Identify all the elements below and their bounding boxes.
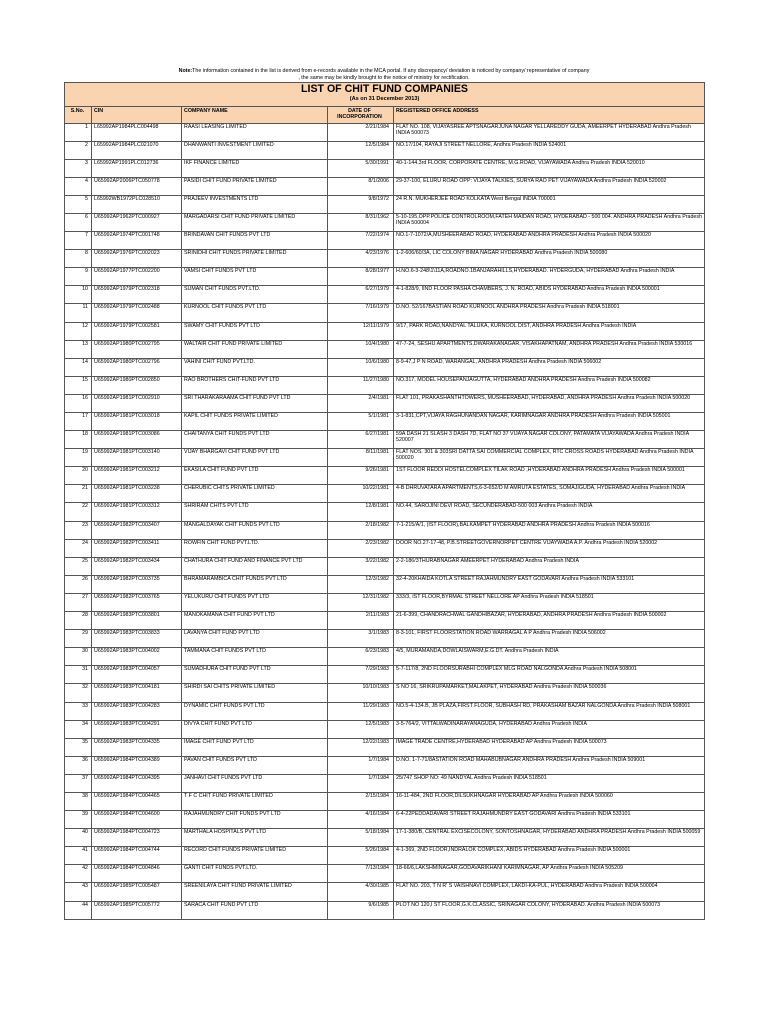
cell-company-name: DIVYA CHIT FUND PVT LTD (182, 720, 328, 738)
cell-sno: 21 (65, 485, 92, 503)
table-row (65, 177, 705, 195)
table-row (65, 376, 705, 394)
cell-cin: U65992AP1984PTC004723 (92, 829, 182, 847)
cell-date: 9/26/1981 (328, 467, 394, 485)
cell-cin: U65992AP1985PTC005772 (92, 901, 182, 919)
cell-date: 3/22/1982 (328, 557, 394, 575)
cell-date: 8/1/2006 (328, 177, 394, 195)
cell-cin: U65992AP1982PTC003411 (92, 539, 182, 557)
cell-cin: U65992AP1983PTC003801 (92, 612, 182, 630)
cell-sno: 1 (65, 123, 92, 141)
cell-address: 1ST FLOOR REDDI HOSTELCOMPLEX TILAK ROAD ,HYDERABAD ANDHRA PRADESH Andhra Pradesh INDIA 500001 (394, 467, 705, 485)
cell-cin: U65992AP1982PTC003765 (92, 593, 182, 611)
cell-address: 18-66/6,LAKSHMINAGAR,GODAVARIKHANI KARIMNAGAR, AP Andhra Pradesh INDIA 505209 (394, 865, 705, 883)
header-cin: CIN (92, 106, 182, 123)
table-row (65, 394, 705, 412)
cell-cin: U65992AP1979PTC002488 (92, 304, 182, 322)
cell-cin: U65992AP1981PTC003212 (92, 467, 182, 485)
cell-date: 9/6/1985 (328, 901, 394, 919)
table-body (65, 123, 705, 919)
cell-date: 12/5/1984 (328, 141, 394, 159)
cell-date: 4/23/1976 (328, 250, 394, 268)
cell-sno: 27 (65, 593, 92, 611)
cell-sno: 23 (65, 521, 92, 539)
cell-cin: U65992AP1980PTC002795 (92, 340, 182, 358)
cell-address: 17-1-380/B, CENTRAL EXCISECOLONY, SONTOSHNAGAR, HYDERABAD ANDHRA PRADESH Andhra Pradesh INDIA 500059 (394, 829, 705, 847)
cell-sno: 19 (65, 449, 92, 467)
cell-date: 8/31/1962 (328, 213, 394, 231)
cell-address: 6-4-22PEDDADAVARI STREET RAJAHMUNDRY EAST GODAVARI Andhra Pradesh INDIA 533101 (394, 811, 705, 829)
cell-cin: U65992AP1982PTC003735 (92, 575, 182, 593)
cell-date: 9/8/1972 (328, 195, 394, 213)
cell-sno: 36 (65, 756, 92, 774)
cell-company-name: SWAMY CHIT FUNDS PVT LTD (182, 322, 328, 340)
cell-cin: U65992AP1981PTC003238 (92, 485, 182, 503)
title-cell (65, 83, 705, 107)
table-row (65, 774, 705, 792)
cell-address: NO.317, MODEL HOUSEPANJAGUTTA, HYDERABAD ANDHRA PRADESH Andhra Pradesh INDIA 500082 (394, 376, 705, 394)
cell-address: S NO 16, SRIKRUPAMARKET,MALAKPET, HYDERABAD Andhra Pradesh INDIA 500036 (394, 684, 705, 702)
chit-fund-table-container (64, 82, 704, 920)
cell-company-name: DYNAMIC CHIT FUNDS PVT LTD (182, 702, 328, 720)
table-row (65, 883, 705, 901)
cell-company-name: CHATHURA CHIT FUND AND FINANCE PVT LTD (182, 557, 328, 575)
table-row (65, 702, 705, 720)
cell-date: 12/11/1979 (328, 322, 394, 340)
cell-date: 7/22/1974 (328, 232, 394, 250)
cell-address: NO.44, SAROJINI DEVI ROAD, SECUNDERABAD-500 003 Andhra Pradesh INDIA (394, 503, 705, 521)
cell-date: 7/13/1984 (328, 865, 394, 883)
table-row (65, 792, 705, 810)
cell-date: 2/18/1982 (328, 521, 394, 539)
cell-company-name: JANHAVI CHIT FUNDS PVT LTD (182, 774, 328, 792)
cell-sno: 12 (65, 322, 92, 340)
cell-address: 25/747 SHOP NO: 49 NANDYAL Andhra Pradesh INDIA 518501 (394, 774, 705, 792)
cell-company-name: VAMSI CHIT FUNDS PVT LTD (182, 268, 328, 286)
cell-sno: 43 (65, 883, 92, 901)
header-date: DATE OF INCORPORATION (328, 106, 394, 123)
cell-date: 2/15/1984 (328, 792, 394, 810)
cell-company-name: IMAGE CHIT FUND PVT LTD (182, 738, 328, 756)
cell-cin: U65992AP1981PTC003018 (92, 413, 182, 431)
cell-address: D.NO. 52/167BASTIAN ROAD KURNOOL ANDHRA PRADESH Andhra Pradesh INDIA 518001 (394, 304, 705, 322)
cell-sno: 34 (65, 720, 92, 738)
table-row (65, 449, 705, 467)
cell-company-name: SRINIDHI CHIT FUNDS PRIVATE LIMITED (182, 250, 328, 268)
cell-sno: 31 (65, 666, 92, 684)
cell-sno: 28 (65, 612, 92, 630)
cell-sno: 15 (65, 376, 92, 394)
cell-company-name: VIJAY BHARGAVI CHIT FUND PVT LTD (182, 449, 328, 467)
cell-address: 47-7-24, SESHU APARTMENTS,DWARAKANAGAR, VISAKHAPATNAM, ANDHRA PRADESH Andhra Pradesh INDIA 530016 (394, 340, 705, 358)
cell-sno: 26 (65, 575, 92, 593)
cell-cin: U65992AP1983PTC004291 (92, 720, 182, 738)
cell-cin: U65992AP1982PTC003434 (92, 557, 182, 575)
table-row (65, 575, 705, 593)
table-row (65, 304, 705, 322)
cell-company-name: PRAJEEV INVESTMENTS LTD (182, 195, 328, 213)
cell-company-name: VAHINI CHIT FUND PVT.LTD. (182, 358, 328, 376)
table-row (65, 413, 705, 431)
cell-date: 6/27/1979 (328, 286, 394, 304)
cell-address: 8-9-47,J P N ROAD, WARANGAL, ANDHRA PRADESH Andhra Pradesh INDIA 506002 (394, 358, 705, 376)
cell-sno: 16 (65, 394, 92, 412)
cell-address: NO.1-7-1072/A,MUSHEERABAD ROAD, HYDERABAD ANDHRA PRADESH Andhra Pradesh INDIA 500020 (394, 232, 705, 250)
table-row (65, 340, 705, 358)
table-row (65, 141, 705, 159)
cell-company-name: SREENILAYA CHIT FUND PRIVATE LIMITED (182, 883, 328, 901)
cell-sno: 11 (65, 304, 92, 322)
cell-date: 2/23/1982 (328, 539, 394, 557)
cell-company-name: MANOKAMANA CHIT FUND PVT LTD (182, 612, 328, 630)
cell-date: 4/30/1985 (328, 883, 394, 901)
cell-company-name: LAVANYA CHIT FUND PVT LTD (182, 630, 328, 648)
cell-date: 12/3/1982 (328, 575, 394, 593)
cell-company-name: ROWFIN CHIT FUND PVT.LTD. (182, 539, 328, 557)
cell-sno: 4 (65, 177, 92, 195)
cell-cin: U65992AP1981PTC003140 (92, 449, 182, 467)
cell-address: 2-2-186/3THURABNAGAR AMEERPET HYDERABAD Andhra Pradesh INDIA (394, 557, 705, 575)
cell-date: 6/27/1981 (328, 431, 394, 449)
table-row (65, 358, 705, 376)
cell-sno: 35 (65, 738, 92, 756)
cell-date: 5/26/1984 (328, 847, 394, 865)
cell-date: 10/4/1980 (328, 340, 394, 358)
cell-company-name: T F C CHIT FUND PRIVATE LIMITED (182, 792, 328, 810)
cell-company-name: CHAITANYA CHIT FUNDS PVT LTD (182, 431, 328, 449)
cell-company-name: RECORD CHIT FUNDS PRIVATE LIMITED (182, 847, 328, 865)
cell-address: 4-1-828/9, IIND FLOOR PASHA CHAMBERS, J. N. ROAD, ABIDS HYDERABAD Andhra Pradesh INDIA 500001 (394, 286, 705, 304)
table-row (65, 467, 705, 485)
table-row (65, 557, 705, 575)
cell-company-name: PAVAN CHIT FUNDS PVT LTD (182, 756, 328, 774)
cell-address: 40-1-144,3rd FLOOR, CORPORATE CENTRE, M.G.ROAD, VIJAYAWADA Andhra Pradesh INDIA 520010 (394, 159, 705, 177)
cell-date: 11/27/1980 (328, 376, 394, 394)
cell-company-name: KURNOOL CHIT FUNDS PVT LTD (182, 304, 328, 322)
cell-cin: U65992AP1979PTC002318 (92, 286, 182, 304)
cell-address: D.NO. 1-7-71/8ASTATION ROAD MAHABUBNAGAR ANDHRA PRADESH Andhra Pradesh INDIA 509001 (394, 756, 705, 774)
cell-cin: U65992AP1981PTC003312 (92, 503, 182, 521)
cell-sno: 13 (65, 340, 92, 358)
table-row (65, 195, 705, 213)
chit-fund-table (64, 82, 705, 920)
cell-address: 3-5-764/2, VITTALWADINARAYANAGUDA, HYDERABAD Andhra Pradesh INDIA (394, 720, 705, 738)
header-row (65, 106, 705, 123)
cell-cin: U65992AP1983PTC004283 (92, 702, 182, 720)
cell-sno: 9 (65, 268, 92, 286)
cell-company-name: MANGALDAYAK CHIT FUNDS PVT LTD (182, 521, 328, 539)
cell-address: FLAT 101, PRAKASHANTHTOWERS, MUSHEERABAD, HYDERABAD, ANDHRA PRADESH Andhra Pradesh INDIA 500020 (394, 394, 705, 412)
table-row (65, 250, 705, 268)
cell-cin: U65992AP1983PTC003833 (92, 630, 182, 648)
table-row (65, 901, 705, 919)
cell-cin: U65992AP1976PTC002023 (92, 250, 182, 268)
cell-company-name: MARGADARSI CHIT FUND PRIVATE LIMITED (182, 213, 328, 231)
table-row (65, 756, 705, 774)
cell-date: 8/28/1977 (328, 268, 394, 286)
cell-company-name: RAASI LEASING LIMITED (182, 123, 328, 141)
table-row (65, 322, 705, 340)
cell-sno: 10 (65, 286, 92, 304)
cell-cin: U65992AP2006PTC050778 (92, 177, 182, 195)
cell-cin: U65992AP1984PTC004846 (92, 865, 182, 883)
table-row (65, 612, 705, 630)
cell-sno: 18 (65, 431, 92, 449)
cell-address: 9/17, PARK ROAD,NANDYAL TALUKA, KURNOOL DIST, ANDHRA PRADESH Andhra Pradesh INDIA (394, 322, 705, 340)
cell-address: DOOR NO.27-17-48, P.B.STREETGOVERNORPET CENTRE VIJAYWADA A.P. Andhra Pradesh INDIA 520002 (394, 539, 705, 557)
cell-company-name: BRINDAVAN CHIT FUNDS PVT LTD (182, 232, 328, 250)
cell-date: 1/7/1984 (328, 756, 394, 774)
cell-company-name: TAMMANA CHIT FUNDS PVT LTD (182, 648, 328, 666)
cell-date: 12/8/1981 (328, 503, 394, 521)
cell-date: 6/23/1983 (328, 648, 394, 666)
cell-company-name: PASIDI CHIT FUND PRIVATE LIMITED (182, 177, 328, 195)
table-row (65, 593, 705, 611)
cell-address: IMAGE TRADE CENTRE,HYDERABAD HYDERABAD AP Andhra Pradesh INDIA 500073 (394, 738, 705, 756)
cell-cin: U65992AP1984PTC004465 (92, 792, 182, 810)
note-text-2: , the same may be kindly brought to the notice of ministry for rectification. (298, 75, 470, 82)
cell-cin: U65992AP1983PTC004002 (92, 648, 182, 666)
cell-address: 1-2-606/60/3A, LIC COLONY BIMA NAGAR HYDERABAD Andhra Pradesh INDIA 500080 (394, 250, 705, 268)
table-row (65, 811, 705, 829)
cell-company-name: CHERUBIC CHITS PRIVATE LIMITED (182, 485, 328, 503)
cell-sno: 33 (65, 702, 92, 720)
cell-sno: 30 (65, 648, 92, 666)
cell-address: 5-10-195,OPP.POLICE CONTROLROOM,FATEH MAIDAN ROAD, HYDERABAD - 500 004. ANDHRA PRADESH Andhra Pradesh INDIA 500004 (394, 213, 705, 231)
cell-address: 4/5, MURAMANDA,DOWLAISWARM,E.G.DT. Andhra Pradesh INDIA (394, 648, 705, 666)
cell-company-name: SUMAN CHIT FUNDS PVT.LTD. (182, 286, 328, 304)
cell-sno: 32 (65, 684, 92, 702)
table-row (65, 232, 705, 250)
cell-address: 32-4-20KHAIDA KOTLA STREET RAJAHMUNDRY EAST GODAVARI Andhra Pradesh INDIA 533101 (394, 575, 705, 593)
cell-sno: 39 (65, 811, 92, 829)
cell-cin: U65992AP1980PTC002850 (92, 376, 182, 394)
cell-sno: 38 (65, 792, 92, 810)
cell-date: 5/30/1991 (328, 159, 394, 177)
cell-address: NO.5-4-134.B, JB PLAZA,FIRST FLOOR, SUBHASH RD, PRAKASHAM BAZAR NALGONDA Andhra Pradesh INDIA 508001 (394, 702, 705, 720)
cell-cin: U65992AP1982PTC003407 (92, 521, 182, 539)
cell-sno: 8 (65, 250, 92, 268)
cell-company-name: DHANWANTI INVESTMENT LIMITED (182, 141, 328, 159)
cell-address: 59A DASH 21 SLASH 3 DASH 7D, FLAT NO 37 VIJAYA NAGAR COLONY, PATAMATA VIJAYAWADA Andhra Pradesh INDIA 520007 (394, 431, 705, 449)
table-row (65, 503, 705, 521)
cell-sno: 7 (65, 232, 92, 250)
cell-company-name: WALTAIR CHIT FUND PRIVATE LIMITED (182, 340, 328, 358)
cell-date: 8/11/1981 (328, 449, 394, 467)
cell-sno: 5 (65, 195, 92, 213)
cell-sno: 25 (65, 557, 92, 575)
cell-address: 16-11-484, 2ND FLOOR,DILSUKHNAGAR HYDERABAD AP Andhra Pradesh INDIA 500060 (394, 792, 705, 810)
cell-company-name: YELUKURU CHIT FUNDS PVT LTD (182, 593, 328, 611)
cell-company-name: RAO BROTHERS CHIT-FUND PVT LTD (182, 376, 328, 394)
cell-cin: L65992AP1984PLC021070 (92, 141, 182, 159)
cell-company-name: EKASILA CHIT FUND PVT LTD (182, 467, 328, 485)
cell-company-name: GANTI CHIT FUNDS PVT.LTD. (182, 865, 328, 883)
cell-date: 3/1/1983 (328, 630, 394, 648)
cell-address: 8-3-101, FIRST FLOORSTATION ROAD WARRAGAL A P Andhra Pradesh INDIA 506002 (394, 630, 705, 648)
cell-address: FLAT NO. 203, T N R' S VAISHNAVI COMPLEX, LAKDI-KA-PUL, HYDERABAD Andhra Pradesh INDIA 500004 (394, 883, 705, 901)
cell-address: 4-1-369, 2ND FLOOR,INDRALOK COMPLEX, ABIDS HYDERABAD Andhra Pradesh INDIA 500001 (394, 847, 705, 865)
cell-address: FLAT NOS. 301 & 303SRI DATTA SAI COMMERCIAL COMPLEX, RTC CROSS ROADS HYDERABAD Andhra Pradesh INDIA 500020 (394, 449, 705, 467)
cell-date: 5/18/1984 (328, 829, 394, 847)
cell-sno: 22 (65, 503, 92, 521)
cell-address: H.NO.6-3-248\1\11A,ROADNO.1BANJARAHILLS,HYDERABAD. HYDERGUDA, HYDERABAD Andhra Pradesh INDIA (394, 268, 705, 286)
cell-sno: 24 (65, 539, 92, 557)
cell-date: 12/31/1982 (328, 593, 394, 611)
table-row (65, 268, 705, 286)
cell-sno: 37 (65, 774, 92, 792)
page-subtitle: (As on 31 December 2013) (349, 95, 420, 102)
cell-cin: L65992WB1972PLC028510 (92, 195, 182, 213)
table-row (65, 521, 705, 539)
cell-cin: U65992AP1979PTC002581 (92, 322, 182, 340)
cell-address: FLAT NO. 108, VIJAYASREE APTSNAGARJUNA NAGAR YELLAREDDY GUDA, AMEERPET HYDERABAD Andhra Pradesh INDIA 500073 (394, 123, 705, 141)
cell-cin: L65992AP1984PLC004498 (92, 123, 182, 141)
cell-date: 12/5/1983 (328, 720, 394, 738)
table-row (65, 684, 705, 702)
table-row (65, 666, 705, 684)
cell-address: 21-6-399, CHANDRACHWAL GANDHIBAZAR, HYDERABAD, ANDHRA PRADESH Andhra Pradesh INDIA 500002 (394, 612, 705, 630)
note-text: The information contained in the list is derived from e-records available in the MCA portal. If any discrepancy/ deviation is noticed by company/ representative of company (192, 68, 590, 74)
note-label: Note: (178, 68, 193, 74)
header-company-name: COMPANY NAME (182, 106, 328, 123)
cell-date: 2/4/1981 (328, 394, 394, 412)
cell-date: 1/7/1984 (328, 774, 394, 792)
cell-cin: U65992AP1983PTC004181 (92, 684, 182, 702)
cell-address: 7-1-215/A/1, (IST FLOOR),BALKAMPET HYDERABAD ANDHRA PRADESH Andhra Pradesh INDIA 500016 (394, 521, 705, 539)
header-sno: S.No. (65, 106, 92, 123)
cell-date: 4/16/1984 (328, 811, 394, 829)
cell-cin: U65992AP1981PTC003086 (92, 431, 182, 449)
table-row (65, 829, 705, 847)
cell-company-name: SHRIRAM CHITS PVT LTD (182, 503, 328, 521)
cell-cin: U65992AP1981PTC002910 (92, 394, 182, 412)
cell-date: 11/29/1983 (328, 702, 394, 720)
cell-company-name: SHIRDI SAI CHITS PRIVATE LIMITED (182, 684, 328, 702)
cell-address: 3-1-831,CPT,VIJAYA RAGHUNANDAN NAGAR, KARIMNAGAR ANDHRA PRADESH Andhra Pradesh INDIA 505001 (394, 413, 705, 431)
cell-sno: 2 (65, 141, 92, 159)
cell-cin: U65992AP1984PTC004395 (92, 774, 182, 792)
cell-date: 5/1/1981 (328, 413, 394, 431)
cell-sno: 6 (65, 213, 92, 231)
cell-address: 24 R.N. MUKHERJEE ROAD KOLKATA West Bengal INDIA 700001 (394, 195, 705, 213)
cell-company-name: RAJAHMUNDRY CHIT FUNDS PVT LTD (182, 811, 328, 829)
cell-date: 2/11/1983 (328, 612, 394, 630)
cell-company-name: KAPIL CHIT FUNDS PRIVATE LIMITED (182, 413, 328, 431)
table-row (65, 123, 705, 141)
cell-date: 10/10/1983 (328, 684, 394, 702)
table-row (65, 847, 705, 865)
cell-cin: U65992AP1984PTC004389 (92, 756, 182, 774)
table-row (65, 738, 705, 756)
table-row (65, 213, 705, 231)
table-row (65, 431, 705, 449)
cell-cin: U65992AP1984PTC004600 (92, 811, 182, 829)
table-row (65, 286, 705, 304)
cell-sno: 42 (65, 865, 92, 883)
cell-cin: U65992AP1983PTC004335 (92, 738, 182, 756)
cell-company-name: SRI THARAKARAAMA CHIT FUND PVT LTD (182, 394, 328, 412)
title-row (65, 83, 705, 107)
cell-date: 7/16/1979 (328, 304, 394, 322)
cell-company-name: IKF FINANCE LIMITED (182, 159, 328, 177)
cell-address: 4-B DHRUVATARA APARTMENTS,6-3-652/D M AMRUTA ESTATES, SOMAJIGUDA, HYDERABAD Andhra Pradesh INDIA (394, 485, 705, 503)
cell-sno: 17 (65, 413, 92, 431)
table-row (65, 630, 705, 648)
table-row (65, 159, 705, 177)
cell-cin: U65992AP1974PTC001748 (92, 232, 182, 250)
table-row (65, 485, 705, 503)
table-row (65, 648, 705, 666)
cell-address: PLOT NO 120,I ST FLOOR,G.K.CLASSIC, SRINAGAR COLONY, HYDERABAD. Andhra Pradesh INDIA 500073 (394, 901, 705, 919)
cell-address: 333/3, IST FLOOR,BYRMAL STREET NELLORE AP Andhra Pradesh INDIA 518501 (394, 593, 705, 611)
cell-cin: U65992AP1983PTC004057 (92, 666, 182, 684)
cell-cin: U65992AP1980PTC002796 (92, 358, 182, 376)
cell-address: 5-7-117/8, 2ND FLOORSURABHI COMPLEX MLG ROAD NALGONDA Andhra Pradesh INDIA 508001 (394, 666, 705, 684)
cell-cin: U65992AP1977PTC002200 (92, 268, 182, 286)
header-address: REGISTERED OFFICE ADDRESS (394, 106, 705, 123)
cell-company-name: MARTHALA HOSPITALS PVT LTD (182, 829, 328, 847)
table-row (65, 865, 705, 883)
page-title: LIST OF CHIT FUND COMPANIES (301, 83, 468, 95)
cell-sno: 41 (65, 847, 92, 865)
table-row (65, 539, 705, 557)
cell-sno: 14 (65, 358, 92, 376)
cell-company-name: SARACA CHIT FUND PVT LTD (182, 901, 328, 919)
cell-date: 12/22/1983 (328, 738, 394, 756)
cell-cin: U65992AP1984PTC004744 (92, 847, 182, 865)
cell-cin: U65992AP1962PTC000927 (92, 213, 182, 231)
cell-company-name: SUMADHURA CHIT FUND PVT LTD (182, 666, 328, 684)
cell-sno: 3 (65, 159, 92, 177)
cell-date: 10/6/1980 (328, 358, 394, 376)
cell-date: 2/21/1984 (328, 123, 394, 141)
cell-cin: U65992AP1985PTC005487 (92, 883, 182, 901)
cell-address: 29-37-100, ELURU ROAD OPP: VIJAYA TALKIES, SURYA RAO PET VIJAYAWADA Andhra Pradesh INDIA 520002 (394, 177, 705, 195)
cell-address: NO.17/104, RAYAJI STREET NELLORE, Andhra Pradesh INDIA 524001 (394, 141, 705, 159)
cell-company-name: BHRAMARAMBICA CHIT FUNDS PVT LTD (182, 575, 328, 593)
cell-sno: 20 (65, 467, 92, 485)
table-row (65, 720, 705, 738)
cell-sno: 40 (65, 829, 92, 847)
disclaimer-note (64, 68, 704, 83)
cell-date: 7/29/1983 (328, 666, 394, 684)
cell-sno: 44 (65, 901, 92, 919)
cell-sno: 29 (65, 630, 92, 648)
cell-cin: L65992AP1991PLC012736 (92, 159, 182, 177)
cell-date: 10/22/1981 (328, 485, 394, 503)
